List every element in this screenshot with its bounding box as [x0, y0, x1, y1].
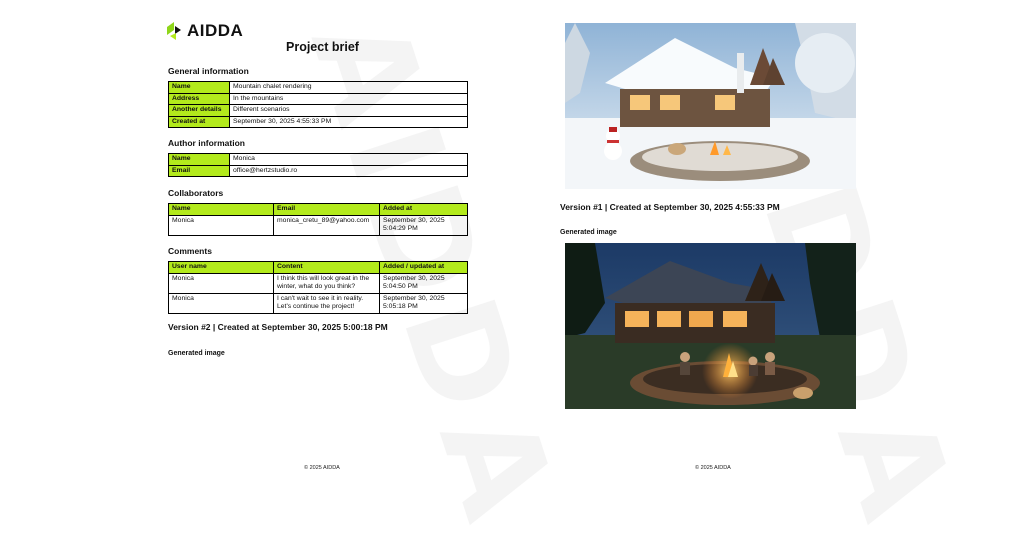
table-cell: I can't wait to see it in reality. Let's continue the project!	[274, 293, 380, 313]
field-label: Name	[169, 154, 230, 166]
author-info-heading: Author information	[168, 138, 245, 148]
table-cell: monica_cretu_89@yahoo.com	[274, 215, 380, 235]
logo-mark-icon	[167, 22, 183, 40]
logo-text: AIDDA	[187, 21, 244, 40]
collaborators-table	[168, 203, 468, 236]
table-cell: September 30, 2025 5:04:29 PM	[380, 215, 468, 235]
author-info-table	[168, 153, 468, 177]
brief-page-right	[548, 0, 940, 490]
page-title: Project brief	[286, 40, 359, 54]
table-cell: I think this will look great in the winter, what do you think?	[274, 273, 380, 293]
field-label: Address	[169, 93, 230, 105]
column-header: Added at	[380, 204, 468, 216]
generated-image-label: Generated image	[168, 350, 225, 357]
table-row	[169, 293, 468, 313]
field-value: September 30, 2025 4:55:33 PM	[230, 116, 468, 128]
field-label: Another details	[169, 105, 230, 117]
general-info-table	[168, 81, 468, 128]
version-1-line: Version #1 | Created at September 30, 2025 4:55:33 PM	[560, 202, 780, 212]
table-cell: September 30, 2025 5:05:18 PM	[380, 293, 468, 313]
field-value: Monica	[230, 154, 468, 166]
table-cell: Monica	[169, 273, 274, 293]
table-row	[169, 116, 468, 128]
night-render-image	[565, 243, 856, 409]
field-value: In the mountains	[230, 93, 468, 105]
table-row	[169, 273, 468, 293]
table-cell: September 30, 2025 5:04:50 PM	[380, 273, 468, 293]
footer-copyright: © 2025 AIDDA	[695, 465, 731, 471]
column-header: Content	[274, 262, 380, 274]
generated-image-label: Generated image	[560, 229, 617, 236]
column-header: Name	[169, 204, 274, 216]
field-label: Email	[169, 165, 230, 177]
general-info-heading: General information	[168, 66, 249, 76]
table-cell: Monica	[169, 293, 274, 313]
table-row	[169, 93, 468, 105]
collaborators-heading: Collaborators	[168, 188, 224, 198]
version-2-line: Version #2 | Created at September 30, 2025 5:00:18 PM	[168, 322, 388, 332]
comments-table	[168, 261, 468, 314]
table-row	[169, 105, 468, 117]
aidda-logo	[167, 21, 243, 41]
field-label: Created at	[169, 116, 230, 128]
table-row	[169, 154, 468, 166]
field-value: Mountain chalet rendering	[230, 82, 468, 94]
field-value: office@hertzstudio.ro	[230, 165, 468, 177]
table-row	[169, 165, 468, 177]
footer-copyright: © 2025 AIDDA	[304, 465, 340, 471]
column-header: Email	[274, 204, 380, 216]
table-header-row	[169, 204, 468, 216]
table-row	[169, 82, 468, 94]
table-cell: Monica	[169, 215, 274, 235]
winter-render-image	[565, 23, 856, 189]
table-row	[169, 215, 468, 235]
table-header-row	[169, 262, 468, 274]
comments-heading: Comments	[168, 246, 212, 256]
brief-page-left	[150, 0, 542, 490]
field-label: Name	[169, 82, 230, 94]
field-value: Different scenarios	[230, 105, 468, 117]
column-header: Added / updated at	[380, 262, 468, 274]
column-header: User name	[169, 262, 274, 274]
